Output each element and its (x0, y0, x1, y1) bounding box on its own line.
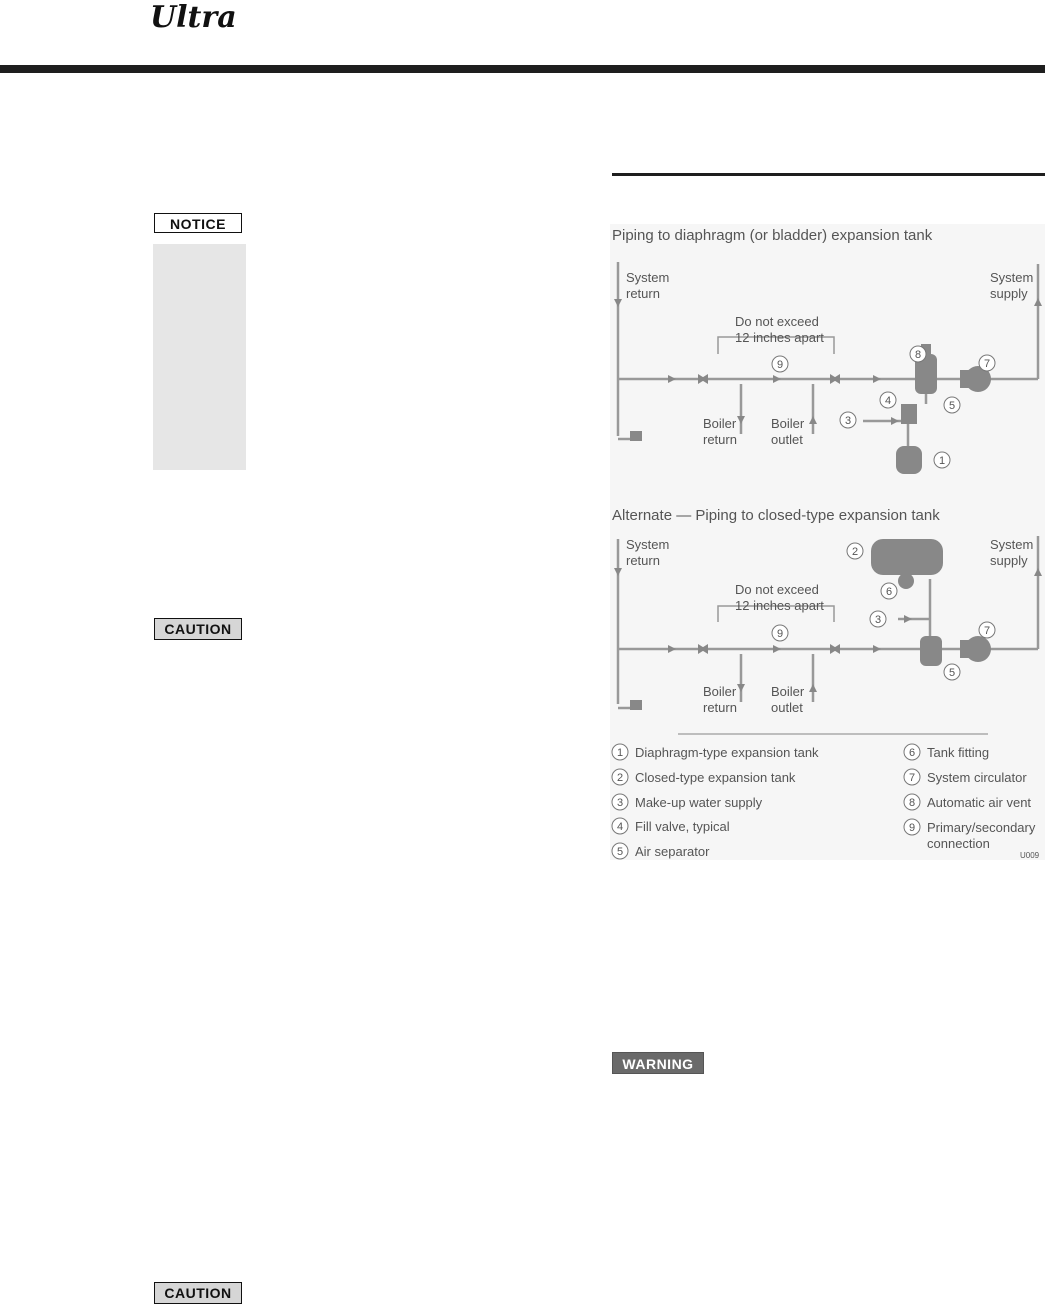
svg-text:1: 1 (938, 455, 946, 467)
notice-panel (153, 244, 246, 470)
figure-label: 9 (908, 822, 916, 834)
figure-label: 6 (908, 747, 916, 759)
figure-label: supply (990, 286, 1028, 301)
figure-label: Primary/secondary (927, 820, 1036, 835)
figure-label: System (990, 270, 1034, 285)
figure-label: 4 (616, 821, 624, 833)
figure-section-rule (612, 173, 1045, 176)
figure-label: System (626, 537, 670, 552)
caution-label-2: CAUTION (154, 1282, 242, 1304)
caution-label-1: CAUTION (154, 618, 242, 640)
figure-label: Do not exceed (735, 582, 819, 597)
svg-text:3: 3 (844, 415, 852, 427)
svg-text:5: 5 (948, 667, 956, 679)
figure-label: outlet (771, 700, 803, 715)
figure-code: U009 (1020, 851, 1040, 860)
figure-label: Automatic air vent (927, 795, 1032, 810)
header-rule (0, 65, 1045, 73)
figure-label: 8 (908, 797, 916, 809)
figure-label: Boiler (703, 416, 737, 431)
svg-text:8: 8 (914, 349, 922, 361)
figure-label: Boiler (771, 416, 805, 431)
figure-label: Fill valve, typical (635, 819, 730, 834)
figure-label: System (990, 537, 1034, 552)
figure-label: Boiler (771, 684, 805, 699)
figure-label: System circulator (927, 770, 1027, 785)
figure-label: 2 (616, 772, 624, 784)
figure-label: Diaphragm-type expansion tank (635, 745, 819, 760)
expansion-tank-piping-figure (608, 224, 1045, 864)
figure-label: 3 (616, 797, 624, 809)
notice-label: NOTICE (154, 213, 242, 233)
svg-text:5: 5 (948, 400, 956, 412)
svg-text:2: 2 (851, 546, 859, 558)
svg-text:6: 6 (885, 586, 893, 598)
figure-label: 1 (616, 747, 624, 759)
top-diagram-title: Piping to diaphragm (or bladder) expansion tank (612, 227, 933, 244)
legend-item (904, 744, 989, 760)
figure-label: outlet (771, 432, 803, 447)
warning-label: WARNING (612, 1052, 704, 1074)
figure-label: supply (990, 553, 1028, 568)
svg-text:7: 7 (983, 358, 991, 370)
figure-label: connection (927, 836, 990, 851)
figure-label: Closed-type expansion tank (635, 770, 796, 785)
legend-item (612, 769, 796, 785)
figure-label: Make-up water supply (635, 795, 763, 810)
figure-label: return (703, 432, 737, 447)
figure-label: 5 (616, 846, 624, 858)
figure-label: System (626, 270, 670, 285)
svg-text:7: 7 (983, 625, 991, 637)
brand-logo: Ultra (150, 0, 237, 35)
figure-label: 12 inches apart (735, 598, 824, 613)
figure-label: Air separator (635, 844, 710, 859)
figure-label: Do not exceed (735, 314, 819, 329)
bottom-diagram-title: Alternate — Piping to closed-type expansion tank (612, 507, 940, 524)
figure-label: return (703, 700, 737, 715)
figure-label: return (626, 553, 660, 568)
svg-text:4: 4 (884, 395, 892, 407)
svg-text:3: 3 (874, 614, 882, 626)
legend-item (612, 744, 819, 760)
svg-text:9: 9 (776, 359, 784, 371)
figure-label: 7 (908, 772, 916, 784)
legend-item (612, 794, 763, 810)
figure-label: Tank fitting (927, 745, 990, 760)
svg-text:9: 9 (776, 628, 784, 640)
figure-label: 12 inches apart (735, 330, 824, 345)
figure-label: return (626, 286, 660, 301)
figure-label: Boiler (703, 684, 737, 699)
